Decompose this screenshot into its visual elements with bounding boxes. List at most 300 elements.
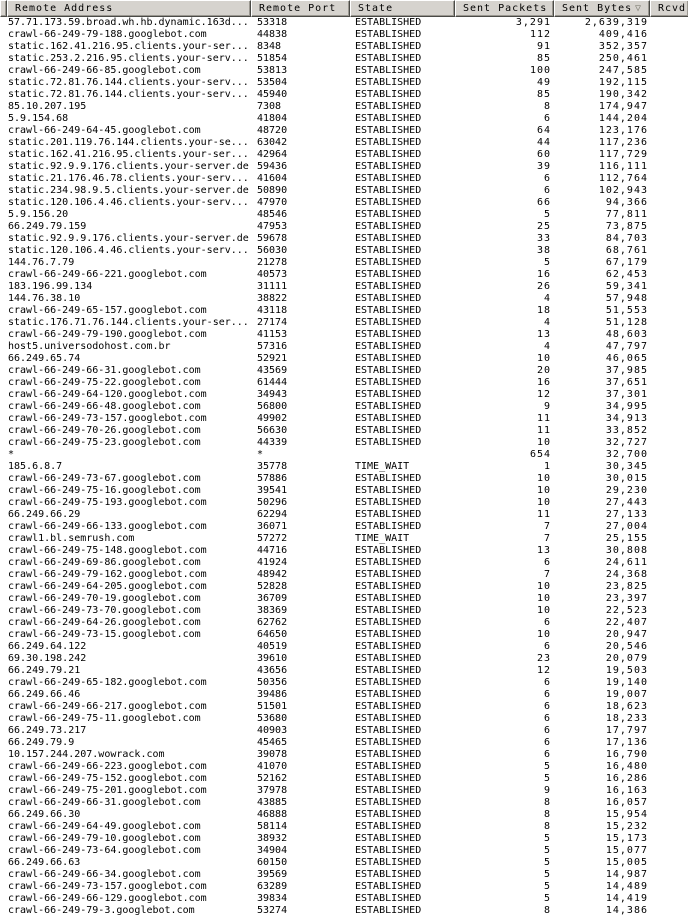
table-row[interactable]	[0, 665, 688, 677]
table-row[interactable]	[0, 785, 688, 797]
state-cell: ESTABLISHED	[355, 377, 422, 388]
rcvd-cell	[650, 377, 688, 389]
remote-address-cell: crawl-66-249-66-217.googlebot.com	[8, 701, 207, 712]
sent-packets-cell: 26	[536, 281, 551, 292]
table-row[interactable]	[0, 797, 688, 809]
table-row[interactable]	[0, 89, 688, 101]
rcvd-cell	[650, 545, 688, 557]
remote-address-cell: static.92.9.9.176.clients.your-server.de	[8, 161, 249, 172]
remote-port-cell: 47953	[257, 221, 288, 232]
remote-port-cell: 49902	[257, 413, 288, 424]
remote-port-cell: 42964	[257, 149, 288, 160]
sent-packets-cell: 13	[536, 329, 551, 340]
remote-address-cell: crawl-66-249-66-129.googlebot.com	[8, 893, 207, 904]
state-cell: ESTABLISHED	[355, 773, 422, 784]
remote-address-cell: crawl-66-249-66-31.googlebot.com	[8, 365, 201, 376]
state-cell: ESTABLISHED	[355, 233, 422, 244]
sent-bytes-cell: 409,416	[598, 29, 648, 40]
remote-port-cell: 40519	[257, 641, 288, 652]
sent-bytes-cell: 123,176	[598, 125, 648, 136]
rcvd-cell	[650, 461, 688, 473]
state-cell: ESTABLISHED	[355, 665, 422, 676]
table-row[interactable]	[0, 881, 688, 893]
table-row[interactable]	[0, 857, 688, 869]
remote-port-cell: 34904	[257, 845, 288, 856]
sent-packets-cell: 112	[529, 29, 551, 40]
table-row[interactable]	[0, 461, 688, 473]
table-row[interactable]	[0, 77, 688, 89]
sent-packets-cell: 11	[536, 413, 551, 424]
sent-bytes-cell: 15,173	[605, 833, 648, 844]
remote-address-cell: crawl-66-249-79-162.googlebot.com	[8, 569, 207, 580]
sent-packets-cell: 8	[543, 821, 551, 832]
remote-address-cell: crawl-66-249-75-16.googlebot.com	[8, 485, 201, 496]
remote-address-cell: crawl-66-249-75-11.googlebot.com	[8, 713, 201, 724]
table-row[interactable]	[0, 365, 688, 377]
table-row[interactable]	[0, 245, 688, 257]
sent-packets-cell: 8	[543, 797, 551, 808]
rcvd-cell	[650, 617, 688, 629]
remote-port-cell: 48942	[257, 569, 288, 580]
state-cell: ESTABLISHED	[355, 137, 422, 148]
sent-packets-cell: 10	[536, 581, 551, 592]
remote-port-cell: 46888	[257, 809, 288, 820]
remote-address-cell: crawl-66-249-79-188.googlebot.com	[8, 29, 207, 40]
remote-address-cell: crawl-66-249-64-205.googlebot.com	[8, 581, 207, 592]
remote-port-cell: 41924	[257, 557, 288, 568]
remote-address-cell: static.234.98.9.5.clients.your-server.de	[8, 185, 249, 196]
sent-packets-cell: 66	[536, 197, 551, 208]
table-row[interactable]	[0, 833, 688, 845]
sent-bytes-cell: 20,947	[605, 629, 648, 640]
remote-address-cell: crawl-66-249-73-157.googlebot.com	[8, 881, 207, 892]
rcvd-cell	[650, 689, 688, 701]
sent-packets-cell: 9	[543, 401, 551, 412]
sent-bytes-cell: 250,461	[598, 53, 648, 64]
remote-port-cell: 53504	[257, 77, 288, 88]
table-row[interactable]	[0, 821, 688, 833]
table-row[interactable]	[0, 161, 688, 173]
rcvd-cell	[650, 581, 688, 593]
table-row[interactable]	[0, 749, 688, 761]
table-row[interactable]	[0, 629, 688, 641]
table-row[interactable]	[0, 893, 688, 905]
remote-address-cell: crawl-66-249-79-190.googlebot.com	[8, 329, 207, 340]
table-row[interactable]	[0, 269, 688, 281]
rcvd-cell	[650, 509, 688, 521]
remote-address-cell: crawl-66-249-73-64.googlebot.com	[8, 845, 201, 856]
table-row[interactable]	[0, 437, 688, 449]
table-row[interactable]	[0, 413, 688, 425]
sent-packets-cell: 7	[543, 569, 551, 580]
sent-packets-cell: 7	[543, 533, 551, 544]
sent-packets-cell: 39	[536, 161, 551, 172]
remote-address-cell: crawl1.bl.semrush.com	[8, 533, 135, 544]
rcvd-cell	[650, 809, 688, 821]
column-header-label: Sent Packets	[463, 3, 548, 14]
sent-packets-cell: 6	[543, 689, 551, 700]
table-row[interactable]	[0, 809, 688, 821]
column-header-label: State	[358, 3, 394, 14]
table-row[interactable]	[0, 689, 688, 701]
table-row[interactable]	[0, 773, 688, 785]
rcvd-cell	[650, 761, 688, 773]
sent-bytes-cell: 34,913	[605, 413, 648, 424]
table-row[interactable]	[0, 341, 688, 353]
sent-packets-cell: 10	[536, 497, 551, 508]
sent-packets-cell: 5	[543, 893, 551, 904]
table-row[interactable]	[0, 197, 688, 209]
state-cell: ESTABLISHED	[355, 881, 422, 892]
remote-address-cell: crawl-66-249-70-19.googlebot.com	[8, 593, 201, 604]
remote-address-cell: crawl-66-249-73-15.googlebot.com	[8, 629, 201, 640]
table-row[interactable]	[0, 401, 688, 413]
remote-port-cell: 52921	[257, 353, 288, 364]
remote-port-cell: 50890	[257, 185, 288, 196]
table-row[interactable]	[0, 617, 688, 629]
table-row[interactable]	[0, 533, 688, 545]
table-row[interactable]	[0, 677, 688, 689]
remote-port-cell: 57272	[257, 533, 288, 544]
rcvd-cell	[650, 593, 688, 605]
rcvd-cell	[650, 233, 688, 245]
state-cell	[350, 449, 455, 461]
sent-packets-cell: 5	[543, 257, 551, 268]
remote-port-cell: 48546	[257, 209, 288, 220]
state-cell: ESTABLISHED	[355, 161, 422, 172]
remote-address-cell: crawl-66-249-73-67.googlebot.com	[8, 473, 201, 484]
rcvd-cell	[650, 713, 688, 725]
remote-port-cell: 59436	[257, 161, 288, 172]
rcvd-cell	[650, 305, 688, 317]
table-row[interactable]	[0, 425, 688, 437]
remote-address-cell: crawl-66-249-73-157.googlebot.com	[8, 413, 207, 424]
rcvd-cell	[650, 365, 688, 377]
state-cell: ESTABLISHED	[355, 797, 422, 808]
sent-packets-cell: 6	[543, 185, 551, 196]
remote-port-cell: 43656	[257, 665, 288, 676]
rcvd-cell	[650, 329, 688, 341]
remote-port-cell: 38822	[257, 293, 288, 304]
rcvd-cell	[650, 281, 688, 293]
sent-packets-cell: 6	[543, 617, 551, 628]
sent-bytes-cell: 16,163	[605, 785, 648, 796]
table-row[interactable]	[0, 449, 688, 461]
table-row[interactable]	[0, 593, 688, 605]
remote-address-cell: 85.10.207.195	[8, 101, 87, 112]
sent-bytes-cell: 19,140	[605, 677, 648, 688]
state-cell: ESTABLISHED	[355, 401, 422, 412]
state-cell: ESTABLISHED	[355, 785, 422, 796]
table-row[interactable]	[0, 473, 688, 485]
remote-port-cell: 56630	[257, 425, 288, 436]
rcvd-cell	[650, 569, 688, 581]
state-cell: ESTABLISHED	[355, 29, 422, 40]
table-row[interactable]	[0, 713, 688, 725]
remote-address-cell: crawl-66-249-65-182.googlebot.com	[8, 677, 207, 688]
state-cell: ESTABLISHED	[355, 65, 422, 76]
sent-bytes-cell: 14,419	[605, 893, 648, 904]
sent-bytes-cell: 174,947	[598, 101, 648, 112]
sent-packets-cell: 6	[543, 713, 551, 724]
rcvd-cell	[650, 77, 688, 89]
column-header-label: Sent Bytes	[562, 3, 633, 14]
table-row[interactable]	[0, 305, 688, 317]
state-cell: ESTABLISHED	[355, 173, 422, 184]
sent-bytes-cell: 116,111	[598, 161, 648, 172]
remote-port-cell: 44339	[257, 437, 288, 448]
sent-bytes-cell: 19,007	[605, 689, 648, 700]
table-row[interactable]	[0, 209, 688, 221]
state-cell: ESTABLISHED	[355, 17, 422, 28]
sent-bytes-cell: 51,128	[605, 317, 648, 328]
column-header-spacer[interactable]	[0, 0, 7, 17]
table-row[interactable]	[0, 173, 688, 185]
remote-port-cell: 40573	[257, 269, 288, 280]
state-cell: ESTABLISHED	[355, 329, 422, 340]
sent-packets-cell: 13	[536, 545, 551, 556]
rcvd-cell	[650, 437, 688, 449]
rcvd-cell	[650, 857, 688, 869]
table-row[interactable]	[0, 557, 688, 569]
sent-bytes-cell: 47,797	[605, 341, 648, 352]
table-row[interactable]	[0, 845, 688, 857]
remote-address-cell: 66.249.79.159	[8, 221, 87, 232]
rcvd-cell	[650, 653, 688, 665]
remote-port-cell: 39486	[257, 689, 288, 700]
sent-packets-cell: 6	[543, 701, 551, 712]
rcvd-cell	[650, 665, 688, 677]
remote-address-cell: crawl-66-249-64-26.googlebot.com	[8, 617, 201, 628]
table-row[interactable]	[0, 569, 688, 581]
remote-port-cell: 47970	[257, 197, 288, 208]
table-row[interactable]	[0, 377, 688, 389]
sent-bytes-cell: 16,790	[605, 749, 648, 760]
sent-bytes-cell: 18,623	[605, 701, 648, 712]
table-row[interactable]	[0, 497, 688, 509]
remote-address-cell: 69.30.198.242	[8, 653, 87, 664]
sent-packets-cell: 60	[536, 149, 551, 160]
table-row[interactable]	[0, 221, 688, 233]
rcvd-cell	[650, 869, 688, 881]
remote-address-cell: 5.9.156.20	[8, 209, 69, 220]
state-cell: ESTABLISHED	[355, 269, 422, 280]
rcvd-cell	[650, 881, 688, 893]
table-row[interactable]	[0, 41, 688, 53]
remote-address-cell: host5.universodohost.com.br	[8, 341, 171, 352]
state-cell: ESTABLISHED	[355, 617, 422, 628]
state-cell: ESTABLISHED	[355, 653, 422, 664]
sent-packets-cell: 44	[536, 137, 551, 148]
table-row[interactable]	[0, 125, 688, 137]
sent-packets-cell: 8	[543, 809, 551, 820]
remote-port-cell: 53318	[257, 17, 288, 28]
sent-packets-cell: 5	[543, 833, 551, 844]
state-cell: ESTABLISHED	[355, 197, 422, 208]
table-row[interactable]	[0, 761, 688, 773]
sent-packets-cell: 85	[536, 53, 551, 64]
table-row[interactable]	[0, 113, 688, 125]
rcvd-cell	[650, 401, 688, 413]
remote-port-cell: 41804	[257, 113, 288, 124]
table-row[interactable]	[0, 905, 688, 917]
state-cell: ESTABLISHED	[355, 869, 422, 880]
sent-packets-cell: 5	[543, 845, 551, 856]
state-cell: ESTABLISHED	[355, 737, 422, 748]
remote-address-cell: crawl-66-249-64-120.googlebot.com	[8, 389, 207, 400]
table-row[interactable]	[0, 641, 688, 653]
sent-bytes-cell: 17,136	[605, 737, 648, 748]
state-cell: ESTABLISHED	[355, 185, 422, 196]
remote-port-cell: 41153	[257, 329, 288, 340]
table-row[interactable]	[0, 869, 688, 881]
table-row[interactable]	[0, 149, 688, 161]
sent-bytes-cell: 352,357	[598, 41, 648, 52]
sent-bytes-cell: 117,729	[598, 149, 648, 160]
remote-port-cell: 39541	[257, 485, 288, 496]
state-cell: ESTABLISHED	[355, 905, 422, 916]
state-cell: ESTABLISHED	[355, 557, 422, 568]
table-row[interactable]	[0, 545, 688, 557]
remote-port-cell: 53274	[257, 905, 288, 916]
sent-bytes-cell: 73,875	[605, 221, 648, 232]
state-cell: ESTABLISHED	[355, 413, 422, 424]
sent-packets-cell: 5	[543, 857, 551, 868]
state-cell: ESTABLISHED	[355, 641, 422, 652]
state-cell: ESTABLISHED	[355, 833, 422, 844]
sent-bytes-cell: 17,797	[605, 725, 648, 736]
remote-address-cell: static.21.176.46.78.clients.your-serv...	[8, 173, 249, 184]
column-header-sent-packets[interactable]	[455, 0, 554, 17]
sent-bytes-cell: 30,345	[605, 461, 648, 472]
sent-bytes-cell: 23,397	[605, 593, 648, 604]
table-row[interactable]	[0, 17, 688, 29]
table-row[interactable]	[0, 281, 688, 293]
sent-bytes-cell: 32,727	[605, 437, 648, 448]
sent-bytes-cell: 144,204	[598, 113, 648, 124]
remote-port-cell: 48720	[257, 125, 288, 136]
sent-bytes-cell: 14,386	[605, 905, 648, 916]
state-cell: ESTABLISHED	[355, 425, 422, 436]
remote-port-cell: 53813	[257, 65, 288, 76]
state-cell: ESTABLISHED	[355, 149, 422, 160]
table-row[interactable]	[0, 317, 688, 329]
table-row[interactable]	[0, 653, 688, 665]
rcvd-cell	[650, 197, 688, 209]
remote-address-cell: crawl-66-249-73-70.googlebot.com	[8, 605, 201, 616]
sent-bytes-cell: 15,005	[605, 857, 648, 868]
remote-address-cell: static.162.41.216.95.clients.your-ser...	[8, 149, 249, 160]
sent-bytes-cell: 19,503	[605, 665, 648, 676]
table-row[interactable]	[0, 233, 688, 245]
table-row[interactable]	[0, 65, 688, 77]
state-cell: ESTABLISHED	[355, 53, 422, 64]
state-cell: ESTABLISHED	[355, 857, 422, 868]
remote-address-cell: 66.249.66.63	[8, 857, 81, 868]
table-row[interactable]	[0, 29, 688, 41]
sent-bytes-cell: 15,232	[605, 821, 648, 832]
remote-port-cell: 44716	[257, 545, 288, 556]
remote-port-cell: 34943	[257, 389, 288, 400]
state-cell: ESTABLISHED	[355, 845, 422, 856]
remote-port-cell: 27174	[257, 317, 288, 328]
sent-bytes-cell: 16,286	[605, 773, 648, 784]
sent-packets-cell: 6	[543, 749, 551, 760]
sent-bytes-cell: 37,651	[605, 377, 648, 388]
sent-packets-cell: 64	[536, 125, 551, 136]
remote-address-cell: 66.249.66.29	[8, 509, 81, 520]
column-header-remote-address[interactable]	[7, 0, 251, 17]
remote-address-cell: crawl-66-249-69-86.googlebot.com	[8, 557, 201, 568]
table-row[interactable]	[0, 293, 688, 305]
remote-port-cell: 39078	[257, 749, 288, 760]
state-cell: TIME_WAIT	[355, 461, 410, 472]
table-row[interactable]	[0, 353, 688, 365]
sent-packets-cell: 6	[543, 641, 551, 652]
state-cell: ESTABLISHED	[355, 629, 422, 640]
remote-port-cell: 64650	[257, 629, 288, 640]
table-row[interactable]	[0, 605, 688, 617]
sent-bytes-cell: 14,489	[605, 881, 648, 892]
sent-bytes-cell: 23,825	[605, 581, 648, 592]
remote-port-cell: 51501	[257, 701, 288, 712]
rcvd-cell	[650, 845, 688, 857]
table-row[interactable]	[0, 185, 688, 197]
column-header-sent-bytes[interactable]	[554, 0, 650, 17]
column-header-state[interactable]	[350, 0, 455, 17]
table-row[interactable]	[0, 701, 688, 713]
table-row[interactable]	[0, 101, 688, 113]
remote-port-cell: 21278	[257, 257, 288, 268]
sort-descending-icon: ▽	[634, 3, 641, 14]
rcvd-cell	[650, 221, 688, 233]
sent-packets-cell: 11	[536, 425, 551, 436]
table-row[interactable]	[0, 737, 688, 749]
table-row[interactable]	[0, 257, 688, 269]
remote-address-cell: crawl-66-249-66-133.googlebot.com	[8, 521, 207, 532]
column-header-rcvd[interactable]	[650, 0, 688, 17]
remote-address-cell: crawl-66-249-75-152.googlebot.com	[8, 773, 207, 784]
remote-address-cell: crawl-66-249-75-148.googlebot.com	[8, 545, 207, 556]
state-cell: ESTABLISHED	[355, 581, 422, 592]
table-row[interactable]	[0, 581, 688, 593]
table-row[interactable]	[0, 137, 688, 149]
sent-bytes-cell: 62,453	[605, 269, 648, 280]
table-row[interactable]	[0, 53, 688, 65]
table-row[interactable]	[0, 509, 688, 521]
state-cell: ESTABLISHED	[355, 257, 422, 268]
remote-port-cell: 50356	[257, 677, 288, 688]
table-row[interactable]	[0, 485, 688, 497]
table-row[interactable]	[0, 329, 688, 341]
table-row[interactable]	[0, 389, 688, 401]
rcvd-cell	[650, 149, 688, 161]
sent-bytes-cell: 29,230	[605, 485, 648, 496]
remote-port-cell: 31111	[257, 281, 288, 292]
state-cell: ESTABLISHED	[355, 113, 422, 124]
remote-address-cell: crawl-66-249-66-221.googlebot.com	[8, 269, 207, 280]
table-row[interactable]	[0, 725, 688, 737]
remote-port-cell: 45465	[257, 737, 288, 748]
remote-address-cell: 185.6.8.7	[8, 461, 63, 472]
column-header-label: Rcvd	[658, 3, 687, 14]
rcvd-cell	[650, 785, 688, 797]
column-header-remote-port[interactable]	[251, 0, 350, 17]
rcvd-cell	[650, 125, 688, 137]
sent-packets-cell: 4	[543, 341, 551, 352]
remote-address-cell: 66.249.73.217	[8, 725, 87, 736]
table-row[interactable]	[0, 521, 688, 533]
